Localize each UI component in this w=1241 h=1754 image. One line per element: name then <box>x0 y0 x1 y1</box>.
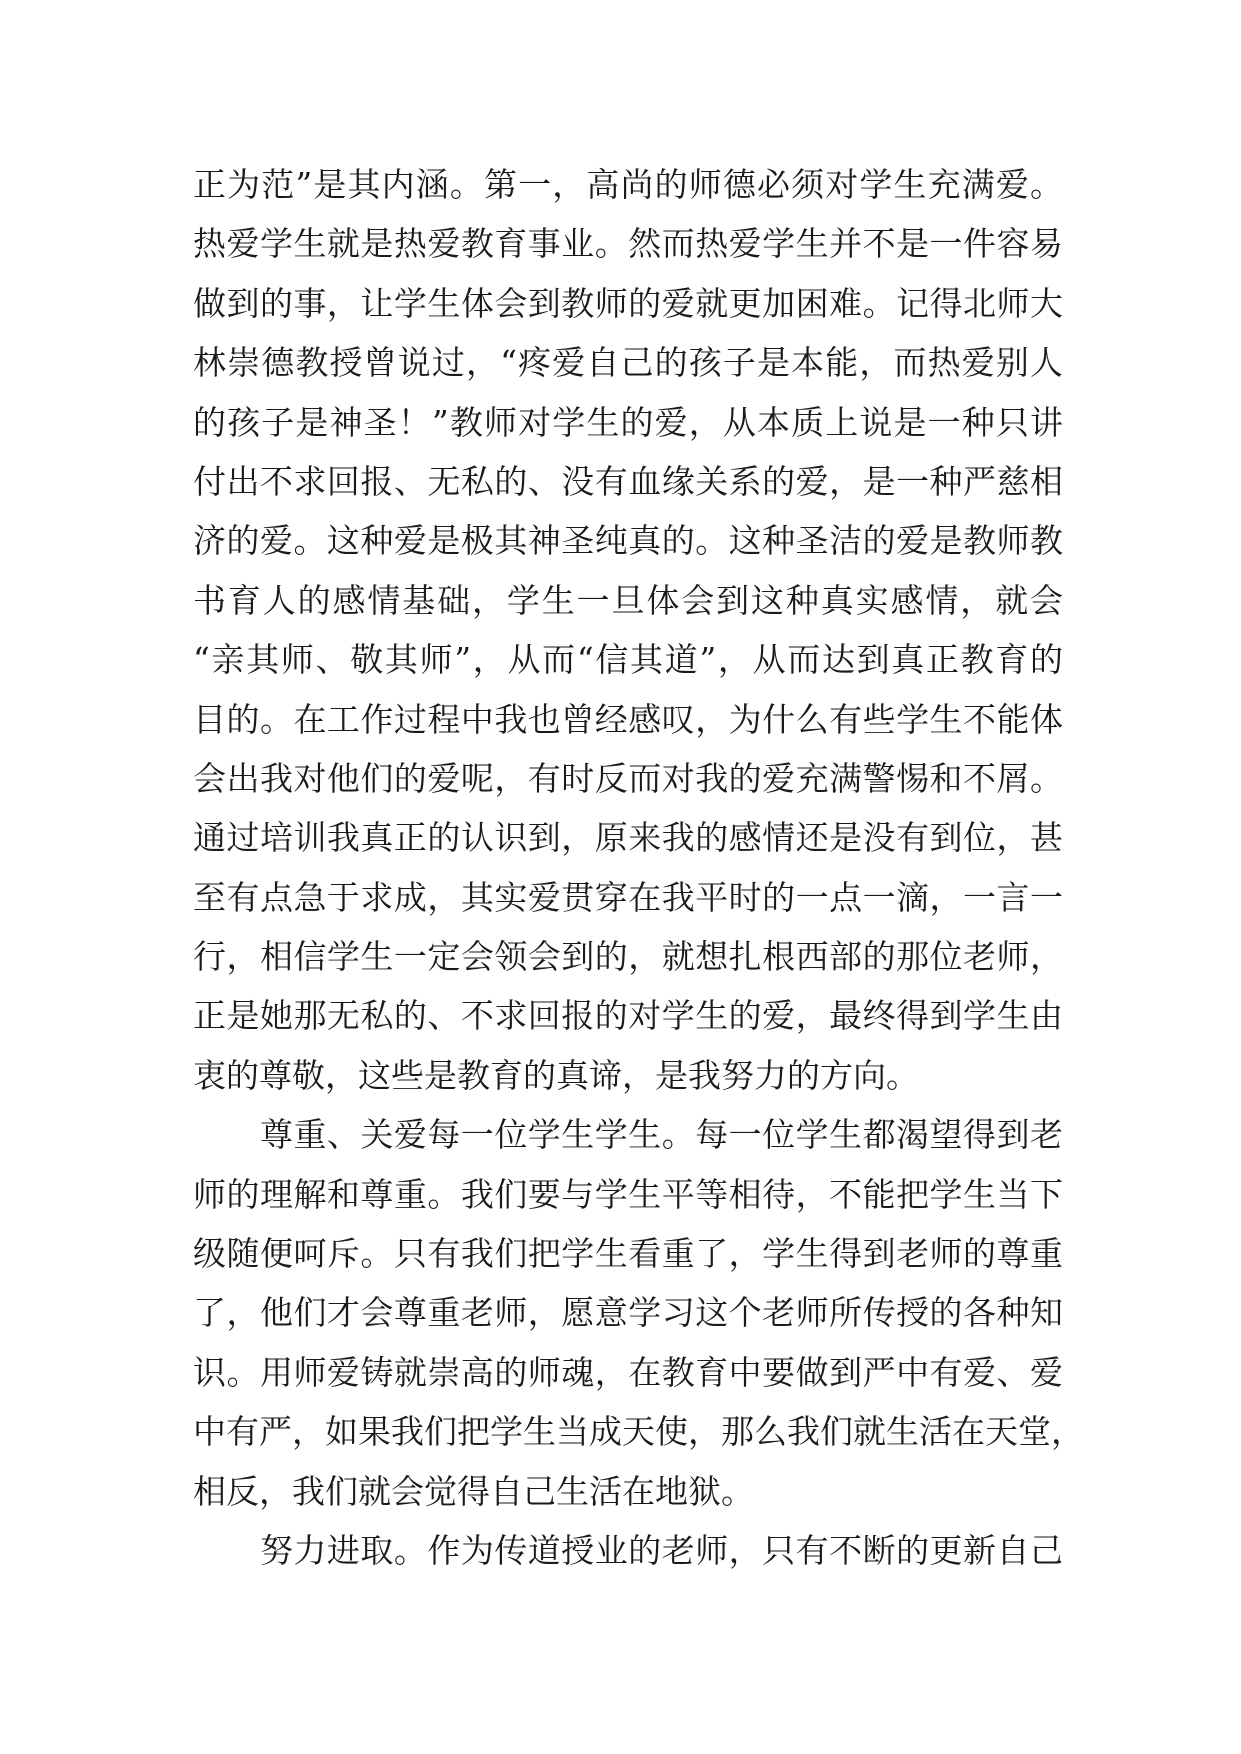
text-line: “亲其师、敬其师”，从而“信其道”，从而达到真正教育的 <box>193 640 1063 680</box>
text-line: 目的。在工作过程中我也曾经感叹，为什么有些学生不能体 <box>193 699 1063 739</box>
text-line: 做到的事，让学生体会到教师的爱就更加困难。记得北师大 <box>193 283 1063 323</box>
text-line: 书育人的感情基础，学生一旦体会到这种真实感情，就会 <box>193 580 1063 620</box>
text-line: 正是她那无私的、不求回报的对学生的爱，最终得到学生由 <box>193 996 1063 1036</box>
text-line: 付出不求回报、无私的、没有血缘关系的爱，是一种严慈相 <box>193 461 1063 501</box>
text-line: 正为范”是其内涵。第一，高尚的师德必须对学生充满爱。 <box>193 165 1063 204</box>
text-line: 师的理解和尊重。我们要与学生平等相待，不能把学生当下 <box>193 1174 1063 1214</box>
text-line: 识。用师爱铸就崇高的师魂，在教育中要做到严中有爱、爱 <box>193 1352 1063 1392</box>
text-line: 林崇德教授曾说过，“疼爱自己的孩子是本能，而热爱别人 <box>193 343 1063 383</box>
text-line: 了，他们才会尊重老师，愿意学习这个老师所传授的各种知 <box>193 1293 1063 1333</box>
paragraph-end-line: 衷的尊敬，这些是教育的真谛，是我努力的方向。 <box>193 1055 919 1095</box>
text-line: 通过培训我真正的认识到，原来我的感情还是没有到位，甚 <box>193 818 1063 858</box>
paragraph-start-line: 努力进取。作为传道授业的老师，只有不断的更新自己 <box>193 1530 1063 1570</box>
paragraph-start-line: 尊重、关爱每一位学生学生。每一位学生都渴望得到老 <box>193 1115 1063 1155</box>
text-line: 济的爱。这种爱是极其神圣纯真的。这种圣洁的爱是教师教 <box>193 521 1063 561</box>
text-line: 级随便呵斥。只有我们把学生看重了，学生得到老师的尊重 <box>193 1234 1063 1274</box>
text-line: 中有严，如果我们把学生当成天使，那么我们就生活在天堂， <box>193 1412 1084 1452</box>
body-text <box>193 155 1084 1580</box>
text-line: 会出我对他们的爱呢，有时反而对我的爱充满警惕和不屑。 <box>193 758 1063 798</box>
text-line: 行，相信学生一定会领会到的，就想扎根西部的那位老师， <box>193 937 1063 977</box>
text-line: 的孩子是神圣！”教师对学生的爱，从本质上说是一种只讲 <box>193 402 1063 442</box>
paragraph-end-line: 相反，我们就会觉得自己生活在地狱。 <box>193 1471 754 1511</box>
text-line: 至有点急于求成，其实爱贯穿在我平时的一点一滴，一言一 <box>193 877 1063 917</box>
text-line: 热爱学生就是热爱教育事业。然而热爱学生并不是一件容易 <box>193 224 1063 264</box>
